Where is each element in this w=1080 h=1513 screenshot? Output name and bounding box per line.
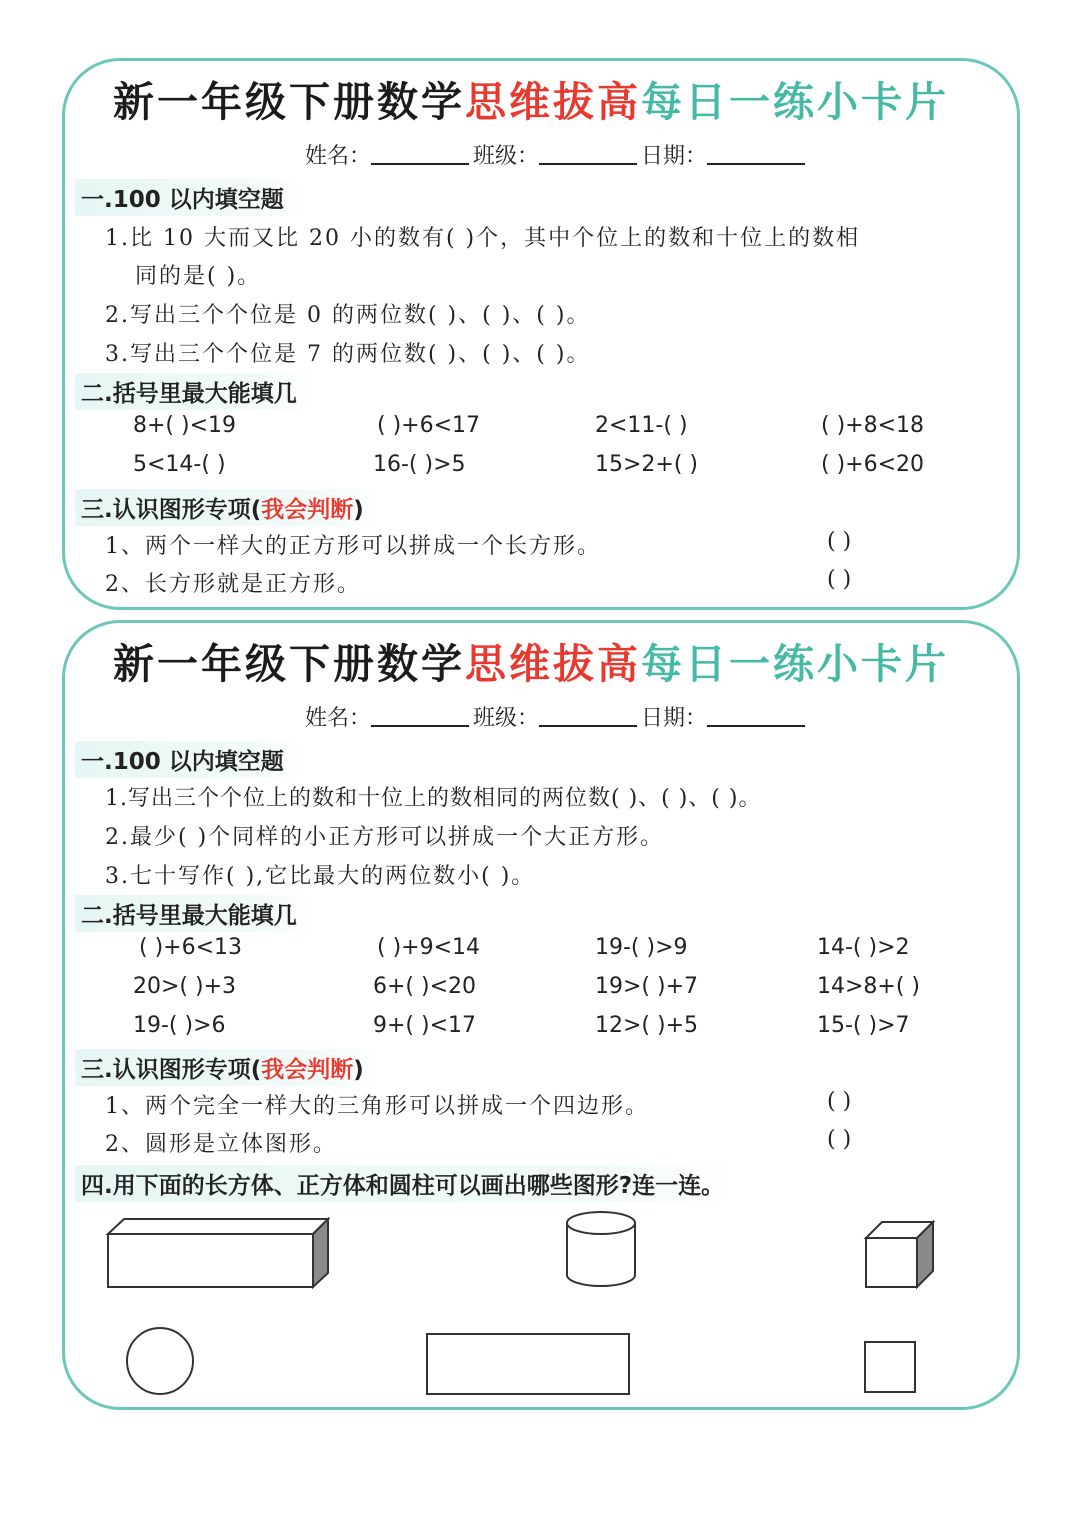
sec3-suffix: ): [353, 497, 364, 523]
title-part-2: 思维拔高: [465, 78, 641, 126]
sec3-highlight: 我会判断: [261, 497, 354, 523]
inequality-item: 12>( )+5: [595, 1013, 699, 1038]
sec3-prefix: 三.认识图形专项(: [81, 1057, 262, 1083]
title-part-1: 新一年级下册数学: [113, 640, 465, 688]
class-label: 班级：: [473, 144, 540, 169]
section-heading-connect-shapes: 四.用下面的长方体、正方体和圆柱可以画出哪些图形?连一连。: [75, 1165, 742, 1202]
question-1-line-2: 同的是( )。: [135, 264, 262, 289]
cylinder-shape[interactable]: [567, 1212, 635, 1286]
name-label: 姓名：: [305, 144, 372, 169]
section-heading-max-fill: 二.括号里最大能填几: [75, 373, 315, 410]
date-blank[interactable]: [707, 143, 805, 165]
title-part-2: 思维拔高: [465, 640, 641, 688]
inequality-item: ( )+6<20: [821, 452, 925, 477]
practice-card-1: [62, 58, 1020, 610]
student-info: [305, 139, 809, 170]
inequality-item: 20>( )+3: [133, 974, 237, 999]
question-2: 2.写出三个个位是 0 的两位数( )、( )、( )。: [105, 303, 591, 328]
square-shape[interactable]: [865, 1342, 915, 1392]
practice-card-2: [62, 620, 1020, 1410]
sec3-prefix: 三.认识图形专项(: [81, 497, 262, 523]
sec3-highlight: 我会判断: [261, 1057, 354, 1083]
answer-paren[interactable]: ( ): [827, 1089, 852, 1114]
question-3: 3.写出三个个位是 7 的两位数( )、( )、( )。: [105, 342, 591, 367]
date-label: 日期：: [641, 144, 708, 169]
section-heading-fill-blank: 一.100 以内填空题: [75, 179, 302, 216]
section-heading-max-fill: 二.括号里最大能填几: [75, 895, 315, 932]
inequality-item: ( )+9<14: [377, 935, 481, 960]
judgment-1: 1、两个一样大的正方形可以拼成一个长方形。: [105, 534, 601, 559]
title-part-3: 每日一练小卡片: [641, 78, 949, 126]
question-1: 1.写出三个个位上的数和十位上的数相同的两位数( )、( )、( )。: [105, 786, 762, 811]
title-part-1: 新一年级下册数学: [113, 78, 465, 126]
judgment-2: 2、圆形是立体图形。: [105, 1132, 337, 1157]
inequality-item: 19-( )>9: [595, 935, 688, 960]
inequality-item: 9+( )<17: [373, 1013, 477, 1038]
inequality-item: 8+( )<19: [133, 413, 237, 438]
date-label: 日期：: [641, 706, 708, 731]
question-1-line-1: 1.比 10 大而又比 20 小的数有( )个，其中个位上的数和十位上的数相: [105, 226, 861, 251]
circle-shape[interactable]: [127, 1328, 193, 1394]
name-blank[interactable]: [371, 143, 469, 165]
inequality-item: ( )+6<17: [377, 413, 481, 438]
judgment-2: 2、长方形就是正方形。: [105, 572, 361, 597]
inequality-item: 15-( )>7: [817, 1013, 910, 1038]
inequality-item: 2<11-( ): [595, 413, 688, 438]
rectangle-shape[interactable]: [427, 1334, 629, 1394]
section-heading-shapes: [75, 489, 382, 526]
cube-shape[interactable]: [866, 1222, 933, 1287]
shapes-figure: [65, 623, 1017, 1407]
sec3-suffix: ): [353, 1057, 364, 1083]
cuboid-shape[interactable]: [108, 1219, 328, 1287]
answer-paren[interactable]: ( ): [827, 567, 852, 592]
name-label: 姓名：: [305, 706, 372, 731]
question-3: 3.七十写作( ),它比最大的两位数小( )。: [105, 864, 536, 889]
answer-paren[interactable]: ( ): [827, 529, 852, 554]
inequality-item: 19>( )+7: [595, 974, 699, 999]
section-heading-fill-blank: 一.100 以内填空题: [75, 741, 302, 778]
inequality-item: 14-( )>2: [817, 935, 910, 960]
question-2: 2.最少( )个同样的小正方形可以拼成一个大正方形。: [105, 825, 665, 850]
inequality-item: 16-( )>5: [373, 452, 466, 477]
inequality-item: 15>2+( ): [595, 452, 699, 477]
inequality-item: 5<14-( ): [133, 452, 226, 477]
inequality-item: ( )+8<18: [821, 413, 925, 438]
class-label: 班级：: [473, 706, 540, 731]
judgment-1: 1、两个完全一样大的三角形可以拼成一个四边形。: [105, 1094, 649, 1119]
inequality-item: 14>8+( ): [817, 974, 921, 999]
class-blank[interactable]: [539, 143, 637, 165]
answer-paren[interactable]: ( ): [827, 1127, 852, 1152]
title-part-3: 每日一练小卡片: [641, 640, 949, 688]
inequality-item: 6+( )<20: [373, 974, 477, 999]
card-title: [113, 69, 949, 128]
inequality-item: ( )+6<13: [139, 935, 243, 960]
inequality-item: 19-( )>6: [133, 1013, 226, 1038]
